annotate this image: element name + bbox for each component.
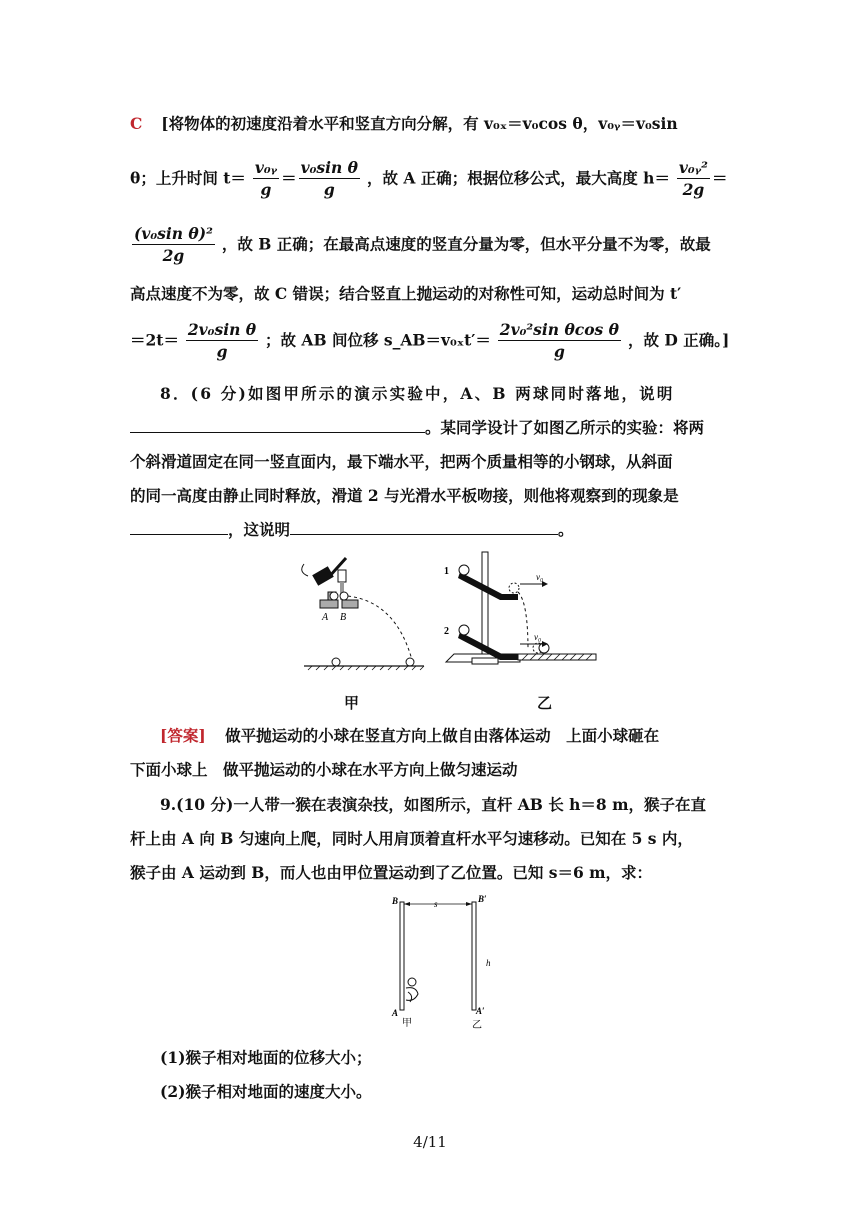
label-h: h bbox=[486, 958, 491, 968]
q8-line-4: 的同一高度由静止同时释放，滑道 2 与光滑水平板吻接，则他将观察到的现象是 bbox=[130, 486, 679, 505]
fraction-2v0sqsincos-over-g: $\frac{\text{2v₀²sin θcos θ}}{g}$ bbox=[499, 320, 620, 361]
answer-tag: [答案] bbox=[160, 726, 206, 745]
answer-blank-1 bbox=[130, 416, 425, 433]
q7-text-1: [将物体的初速度沿着水平和竖直方向分解，有 v₀ₓ＝v₀cos θ，v₀ᵧ＝v₀sin bbox=[161, 114, 678, 133]
q7-text-2a: θ；上升时间 t＝ bbox=[130, 168, 246, 188]
label-ramp-1: 1 bbox=[444, 566, 449, 577]
fraction-v0sin2-over-2g: $\frac{\text{(v₀sin θ)²}}{2g}$ bbox=[134, 224, 213, 265]
q8-answer-line-1: [答案] 做平抛运动的小球在竖直方向上做自由落体运动 上面小球砸在 bbox=[160, 726, 660, 745]
label-A: A bbox=[392, 1008, 399, 1018]
answer-letter: C bbox=[130, 114, 143, 133]
fraction-v0y-over-g: $\frac{\text{v₀ᵧ}}{g}$ bbox=[254, 158, 278, 199]
fraction-v0sin-over-g: $\frac{\text{v₀sin θ}}{g}$ bbox=[300, 158, 359, 199]
label-A-prime: A′ bbox=[476, 1006, 485, 1016]
label-jia: 甲 bbox=[402, 1018, 412, 1029]
q7-text-2b: ，故 A 正确；根据位移公式，最大高度 h＝ bbox=[366, 168, 670, 188]
page-number: 4/11 bbox=[413, 1133, 447, 1151]
q7-line-2: θ；上升时间 t＝ $\frac{\text{v₀ᵧ}}{g}$ ＝ $\frac{\text{v₀sin θ}}{g}$ ，故 A 正确；根据位移公式，最大高度 h＝ $\frac{\text{v₀ᵧ²}}{2g}$ ＝ bbox=[130, 158, 728, 199]
q9-sub-1: (1)猴子相对地面的位移大小； bbox=[160, 1048, 372, 1067]
answer-blank-3 bbox=[290, 518, 558, 535]
label-B: B bbox=[340, 612, 347, 623]
figure-q9-diagram bbox=[388, 892, 500, 1032]
q9-line-1: 9.(10 分)一人带一猴在表演杂技，如图所示，直杆 AB 长 h＝8 m，猴子在直 bbox=[160, 795, 706, 814]
fraction-2v0sin-over-g: $\frac{\text{2v₀sin θ}}{g}$ bbox=[187, 320, 257, 361]
label-s: s bbox=[434, 899, 438, 909]
q8-line-5: ，这说明 。 bbox=[130, 518, 574, 540]
q9-line-3: 猴子由 A 运动到 B，而人也由甲位置运动到了乙位置。已知 s＝6 m，求： bbox=[130, 863, 653, 882]
q7-line-1 bbox=[130, 112, 678, 134]
q7-line-3 bbox=[130, 224, 711, 267]
q8-answer-line-2: 下面小球上 做平抛运动的小球在水平方向上做匀速运动 bbox=[130, 760, 518, 779]
q7-text-3: ，故 B 正确；在最高点速度的竖直分量为零，但水平分量不为零，故最 bbox=[221, 234, 711, 254]
label-B: B bbox=[392, 896, 399, 906]
q8-line-3: 个斜滑道固定在同一竖直面内，最下端水平，把两个质量相等的小钢球，从斜面 bbox=[130, 452, 673, 471]
figure-jia-diagram bbox=[292, 552, 432, 680]
fraction-v0y2-over-2g: $\frac{\text{v₀ᵧ²}}{2g}$ bbox=[678, 158, 708, 199]
label-v0-top: v₀ bbox=[536, 572, 544, 582]
answer-blank-2 bbox=[130, 518, 228, 535]
label-yi: 乙 bbox=[472, 1020, 482, 1031]
q7-line-5: ＝2t＝ $\frac{\text{2v₀sin θ}}{g}$ ；故 AB 间位移 s_AB＝v₀ₓt′＝ $\frac{\text{2v₀²sin θcos θ}}{g}$ ，故 D 正确。] bbox=[130, 320, 730, 361]
q7-line-4: 高点速度不为零，故 C 错误；结合竖直上抛运动的对称性可知，运动总时间为 t′ bbox=[130, 284, 682, 303]
figure-yi-caption: 乙 bbox=[537, 694, 553, 712]
label-B-prime: B′ bbox=[478, 894, 487, 904]
figure-yi-diagram bbox=[438, 550, 600, 676]
q8-line-2: 。某同学设计了如图乙所示的实验：将两 bbox=[130, 416, 704, 438]
q9-sub-2: (2)猴子相对地面的速度大小。 bbox=[160, 1082, 372, 1101]
q9-line-2: 杆上由 A 向 B 匀速向上爬，同时人用肩顶着直杆水平匀速移动。已知在 5 s 内， bbox=[130, 829, 693, 848]
label-v0-bottom: v₀ bbox=[534, 632, 542, 642]
label-A: A bbox=[322, 612, 329, 623]
figure-jia-caption: 甲 bbox=[344, 694, 360, 712]
label-ramp-2: 2 bbox=[444, 626, 449, 637]
q8-line-1: 8．(6 分)如图甲所示的演示实验中，A、B 两球同时落地，说明 bbox=[160, 384, 675, 403]
